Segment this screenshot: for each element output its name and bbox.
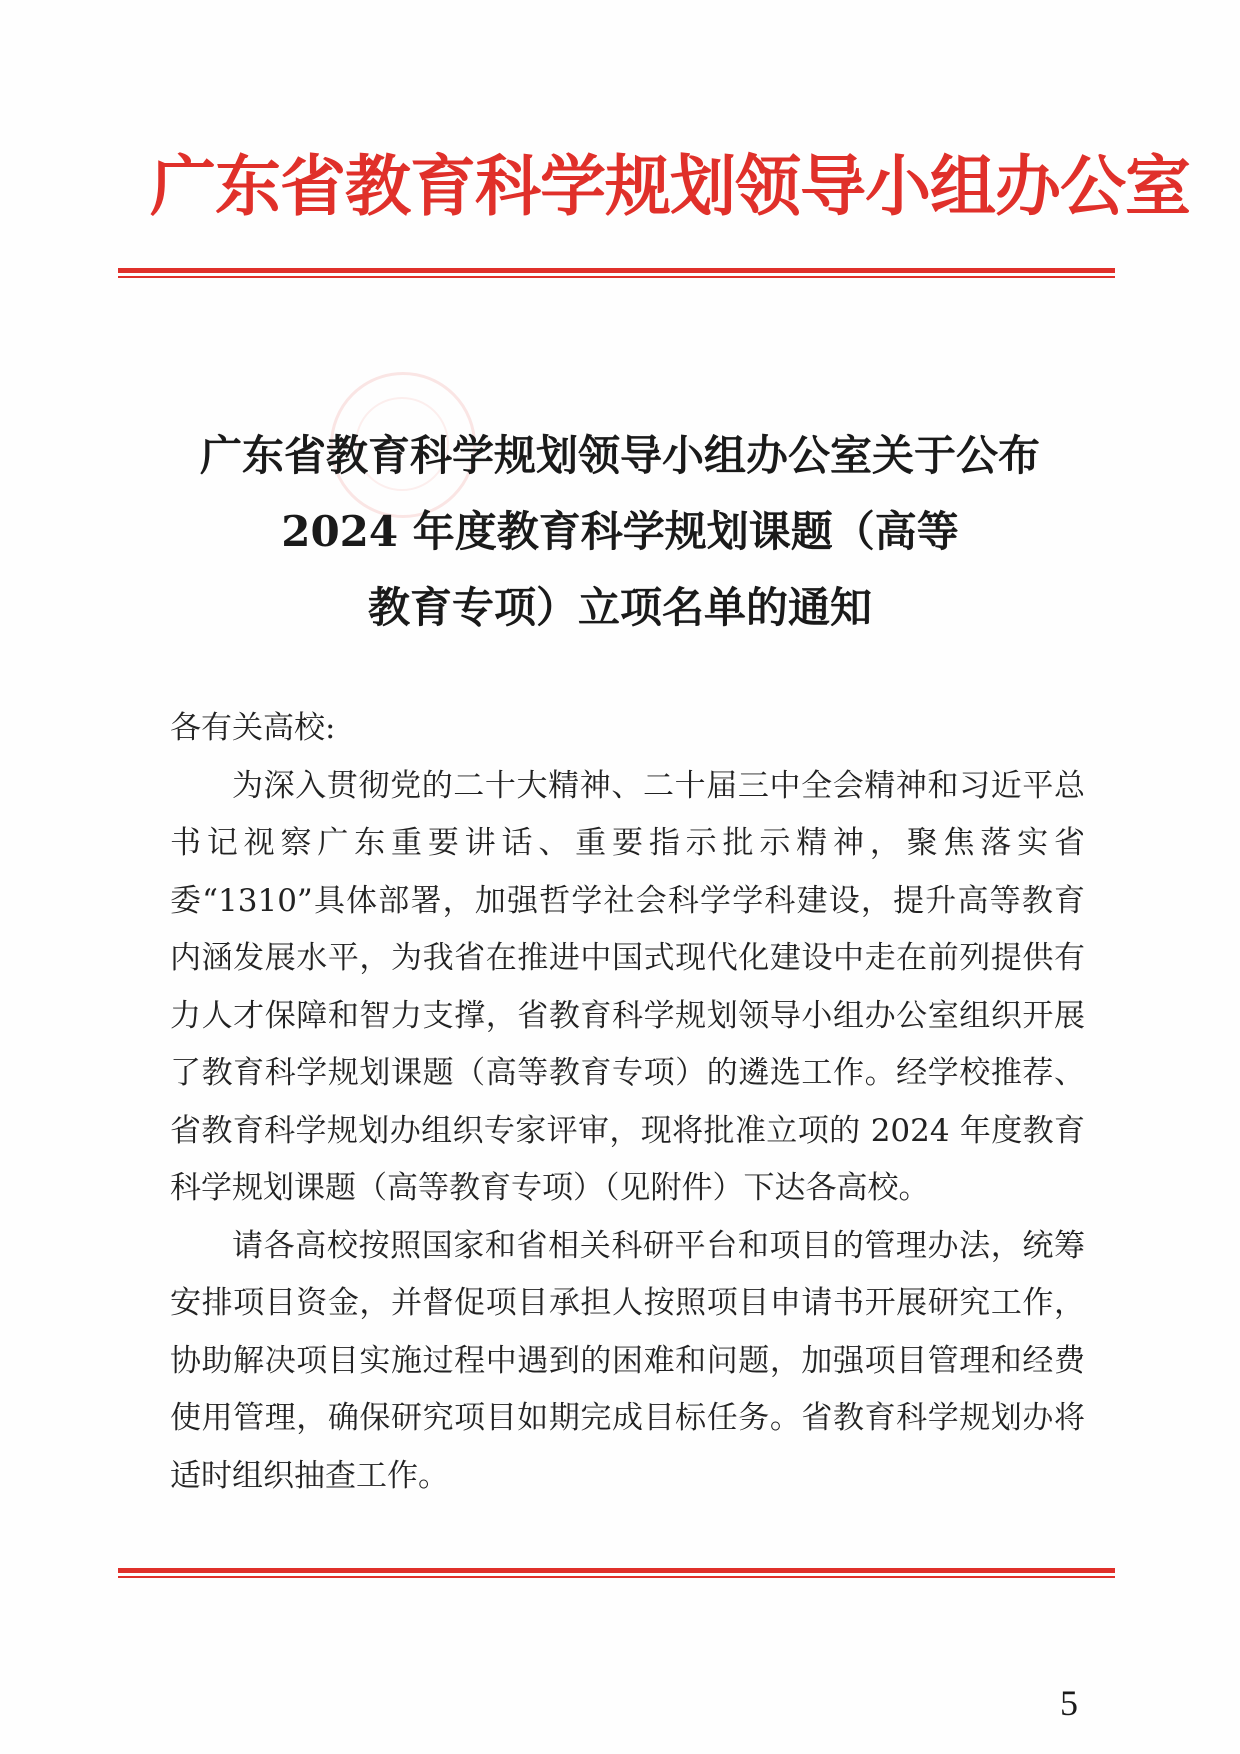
body-paragraph-1: 为深入贯彻党的二十大精神、二十届三中全会精神和习近平总书记视察广东重要讲话、重要指示批示精神，聚焦落实省委“1310”具体部署，加强哲学社会科学学科建设，提升高等教育内涵发展水平，为我省在推进中国式现代化建设中走在前列提供有力人才保障和智力支撑，省教育科学规划领导小组办公室组织开展了教育科学规划课题（高等教育专项）的遴选工作。经学校推荐、省教育科学规划办组织专家评审，现将批准立项的 2024 年度教育科学规划课题（高等教育专项）（见附件）下达各高校。 — [170, 767, 1085, 1206]
issuing-office-header: 广东省教育科学规划领导小组办公室 — [150, 147, 1190, 225]
header-divider-thin — [118, 276, 1115, 278]
title-line-1: 广东省教育科学规划领导小组办公室关于公布 — [199, 431, 1040, 480]
title-line-2: 2024 年度教育科学规划课题（高等 — [281, 507, 959, 556]
salutation: 各有关高校: — [170, 710, 336, 746]
footer-divider-thick — [118, 1568, 1115, 1573]
document-title — [150, 418, 1090, 646]
document-body — [170, 700, 1085, 1505]
header-divider-thick — [118, 268, 1115, 273]
body-paragraph-2: 请各高校按照国家和省相关科研平台和项目的管理办法，统筹安排项目资金，并督促项目承担人按照项目申请书开展研究工作，协助解决项目实施过程中遇到的困难和问题，加强项目管理和经费使用管理，确保研究项目如期完成目标任务。省教育科学规划办将适时组织抽查工作。 — [170, 1227, 1085, 1494]
page-number: 5 — [1060, 1683, 1078, 1723]
title-line-3: 教育专项）立项名单的通知 — [367, 583, 872, 632]
footer-divider-thin — [118, 1576, 1115, 1578]
